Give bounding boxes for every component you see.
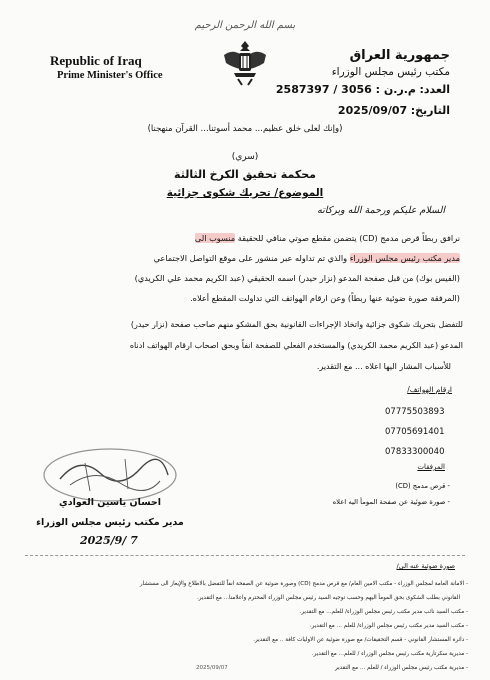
p2-line-2: المدعو (عبد الكريم محمد الكريدي) والمستخدم الفعلي للصفحة انفاً وبحق اصحاب ارقام الهواتف ادناه [129,341,463,350]
official-stamp-icon [40,445,180,505]
p1-line-2-text: والذي تم تداوله عبر منشور على موقع التواصل الاجتماعي [153,253,348,263]
signature-name: احسان ياسين العوادي [59,497,161,508]
copy-item: - مديرية سكرتارية مكتب رئيس مجلس الوزراء / للعلم... مع التقدير. [311,651,468,657]
signature-date: 2025/9/ 7 [80,534,138,547]
header-en-office: Prime Minister's Office [57,70,163,81]
date-row [250,104,450,117]
copy-item: - مديرية مكتب رئيس مجلس الوزراء / للعلم ... مع التقدير [335,665,468,671]
phone-number: 07705691401 [385,427,445,437]
phones-list [385,402,445,462]
copy-item: - الامانة العامة لمجلس الوزراء - مكتب الامين العام/ مع قرص مدمج (CD) وصورة ضوئية عن الصفحة انفاً للتفضل بالاطلاع والإيعاز الى مستشار [139,581,468,587]
classification: (سري) [231,152,259,162]
p1-line-1 [25,228,460,248]
header-quote: (وإنك لعلى خلق عظيم... محمد أسوتنا... القرآن منهجنا) [147,124,343,134]
copies-divider [25,555,465,556]
iraq-emblem-icon [222,37,268,89]
p1-line-2 [25,248,460,268]
date-value: 2025/09/07 [337,104,408,117]
greeting: السلام عليكم ورحمة الله وبركاته [317,205,445,216]
header-ar-office: مكتب رئيس مجلس الوزراء [331,66,450,78]
copies-title: صورة ضوئية عنه الى/ [396,562,455,570]
p2-line-3: للأسباب المشار اليها اعلاه ... مع التقدير. [316,362,451,371]
recipient: محكمة تحقيق الكرخ الثالثة [174,168,316,181]
phone-number: 07775503893 [385,407,445,417]
p1-line-1-highlight: منسوب الى [194,233,236,243]
attachment-item: - صورة ضوئية عن صفحة المومأ اليه اعلاه [332,498,450,506]
attachments-list [250,478,450,510]
phone-number: 07833300040 [385,447,445,457]
attachment-item: - قرص مدمج (CD) [395,482,450,490]
date-label: التاريخ: [410,104,450,117]
copy-item: - دائرة المستشار القانوني - قسم التحقيقات/ مع صورة ضوئية عن الاوليات كافة .. مع التقدير. [253,637,468,643]
copy-item: القانوني بطلب الشكوى بحق المومأ اليهم وحسب توجيه السيد رئيس مجلس الوزراء المحترم واعلامنا... مع التقدير. [197,595,460,601]
header-en-country: Republic of Iraq [50,53,142,68]
copy-item: - مكتب السيد مدير مكتب رئيس مجلس الوزراء/ للعلم ... مع التقدير. [309,623,468,629]
basmala: بسم الله الرحمن الرحيم [194,20,296,31]
signature-title: مدير مكتب رئيس مجلس الوزراء [36,517,184,528]
p1-line-4: (المرفقة صورة ضوئية عنها ربطاً) وعن ارقام الهواتف التي تداولت المقطع أعلاه. [190,293,460,303]
p1-line-2-highlight: مدير مكتب رئيس مجلس الوزراء [349,253,460,263]
copy-item: - مكتب السيد نائب مدير مكتب رئيس مجلس الوزراء/ للعلم... مع التقدير. [299,609,468,615]
copies-list [22,577,468,675]
p1-line-1-text: نرافق ربطاً قرص مدمج (CD) يتضمن مقطع صوتي منافي للحقيقة [237,233,460,243]
number-row [250,83,450,96]
number-value: 2587397 / 3056 : م.ر.ن [275,83,416,96]
footer-code: 2025/09/07 [196,665,228,671]
paragraph-2 [25,314,463,377]
number-label: العدد: [419,83,450,96]
subject: الموضوع/ تحريك شكوى جزائية [166,187,324,199]
phones-title: ارقام الهواتف/ [407,385,452,394]
header-ar-country: جمهورية العراق [349,48,450,63]
p1-line-3: (الفيس بوك) من قبل صفحة المدعو (نزار حيدر) اسمه الحقيقي (عبد الكريم محمد علي الكريدي) [134,273,460,283]
p2-line-1: للتفضل بتحريك شكوى جزائية واتخاذ الإجراءات القانونية بحق المشكو منهم صاحب صفحة (نزار حيدر) [130,320,463,329]
attachments-title: المرفقات [417,463,445,471]
paragraph-1 [25,228,460,308]
